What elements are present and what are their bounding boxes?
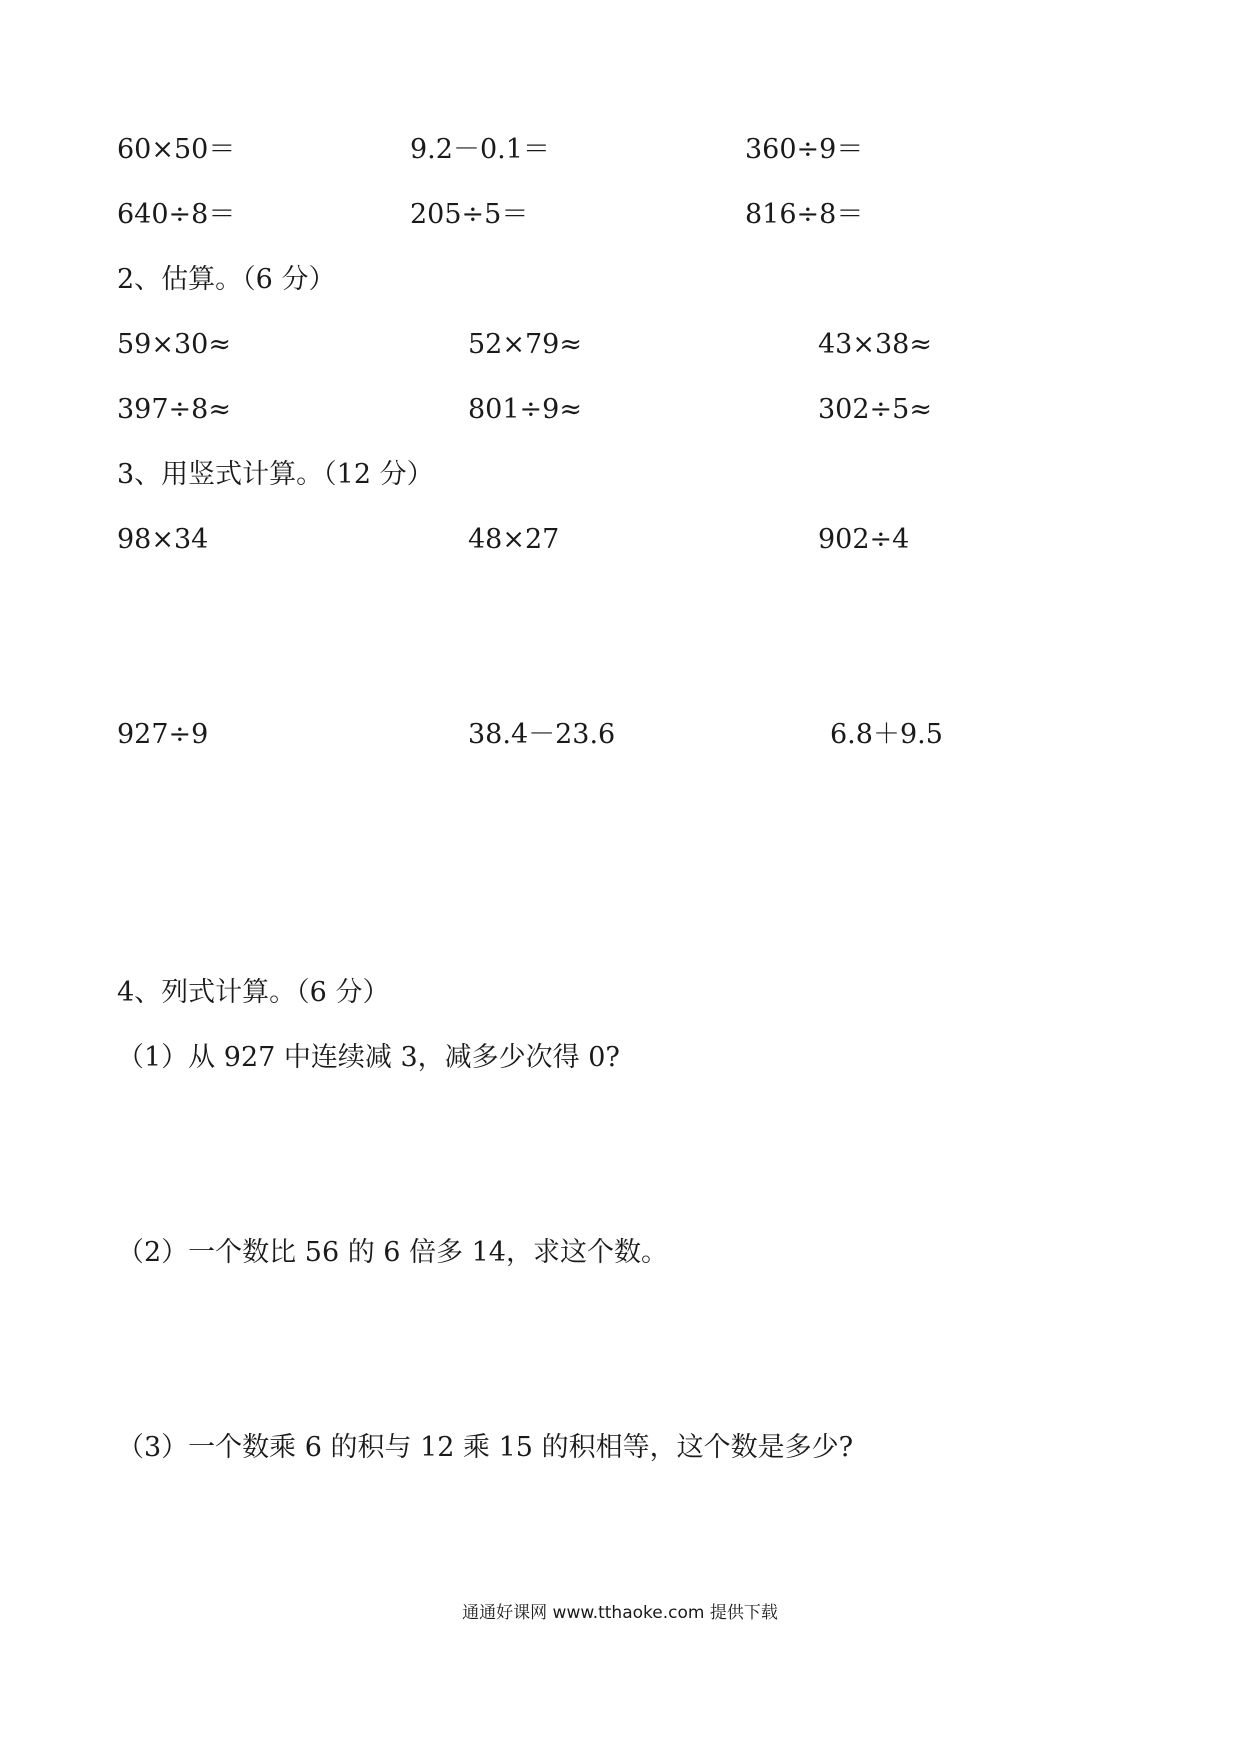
oral-calc-4: 640÷8＝ — [117, 199, 236, 230]
estimate-5: 801÷9≈ — [468, 394, 582, 425]
oral-calc-5: 205÷5＝ — [410, 199, 529, 230]
vertical-calc-4: 927÷9 — [117, 719, 209, 750]
estimate-4: 397÷8≈ — [117, 394, 231, 425]
oral-calc-1: 60×50＝ — [117, 134, 236, 165]
oral-calc-6: 816÷8＝ — [745, 199, 864, 230]
vertical-calc-3: 902÷4 — [818, 524, 910, 555]
section-4-heading: 4、列式计算。（6 分） — [117, 977, 390, 1008]
footer-credit: 通通好课网 www.tthaoke.com 提供下载 — [462, 1603, 778, 1623]
vertical-calc-2: 48×27 — [468, 524, 560, 555]
section-2-heading: 2、估算。（6 分） — [117, 264, 336, 295]
oral-calc-3: 360÷9＝ — [745, 134, 864, 165]
estimate-1: 59×30≈ — [117, 329, 231, 360]
estimate-2: 52×79≈ — [468, 329, 582, 360]
oral-calc-2: 9.2－0.1＝ — [410, 134, 550, 165]
estimate-3: 43×38≈ — [818, 329, 932, 360]
word-problem-3: （3）一个数乘 6 的积与 12 乘 15 的积相等，这个数是多少? — [117, 1432, 854, 1463]
word-problem-2: （2）一个数比 56 的 6 倍多 14，求这个数。 — [117, 1237, 668, 1268]
word-problem-1: （1）从 927 中连续减 3，减多少次得 0? — [117, 1042, 620, 1073]
vertical-calc-1: 98×34 — [117, 524, 209, 555]
vertical-calc-5: 38.4－23.6 — [468, 719, 616, 750]
estimate-6: 302÷5≈ — [818, 394, 932, 425]
section-3-heading: 3、用竖式计算。（12 分） — [117, 459, 434, 490]
vertical-calc-6: 6.8＋9.5 — [830, 719, 943, 750]
